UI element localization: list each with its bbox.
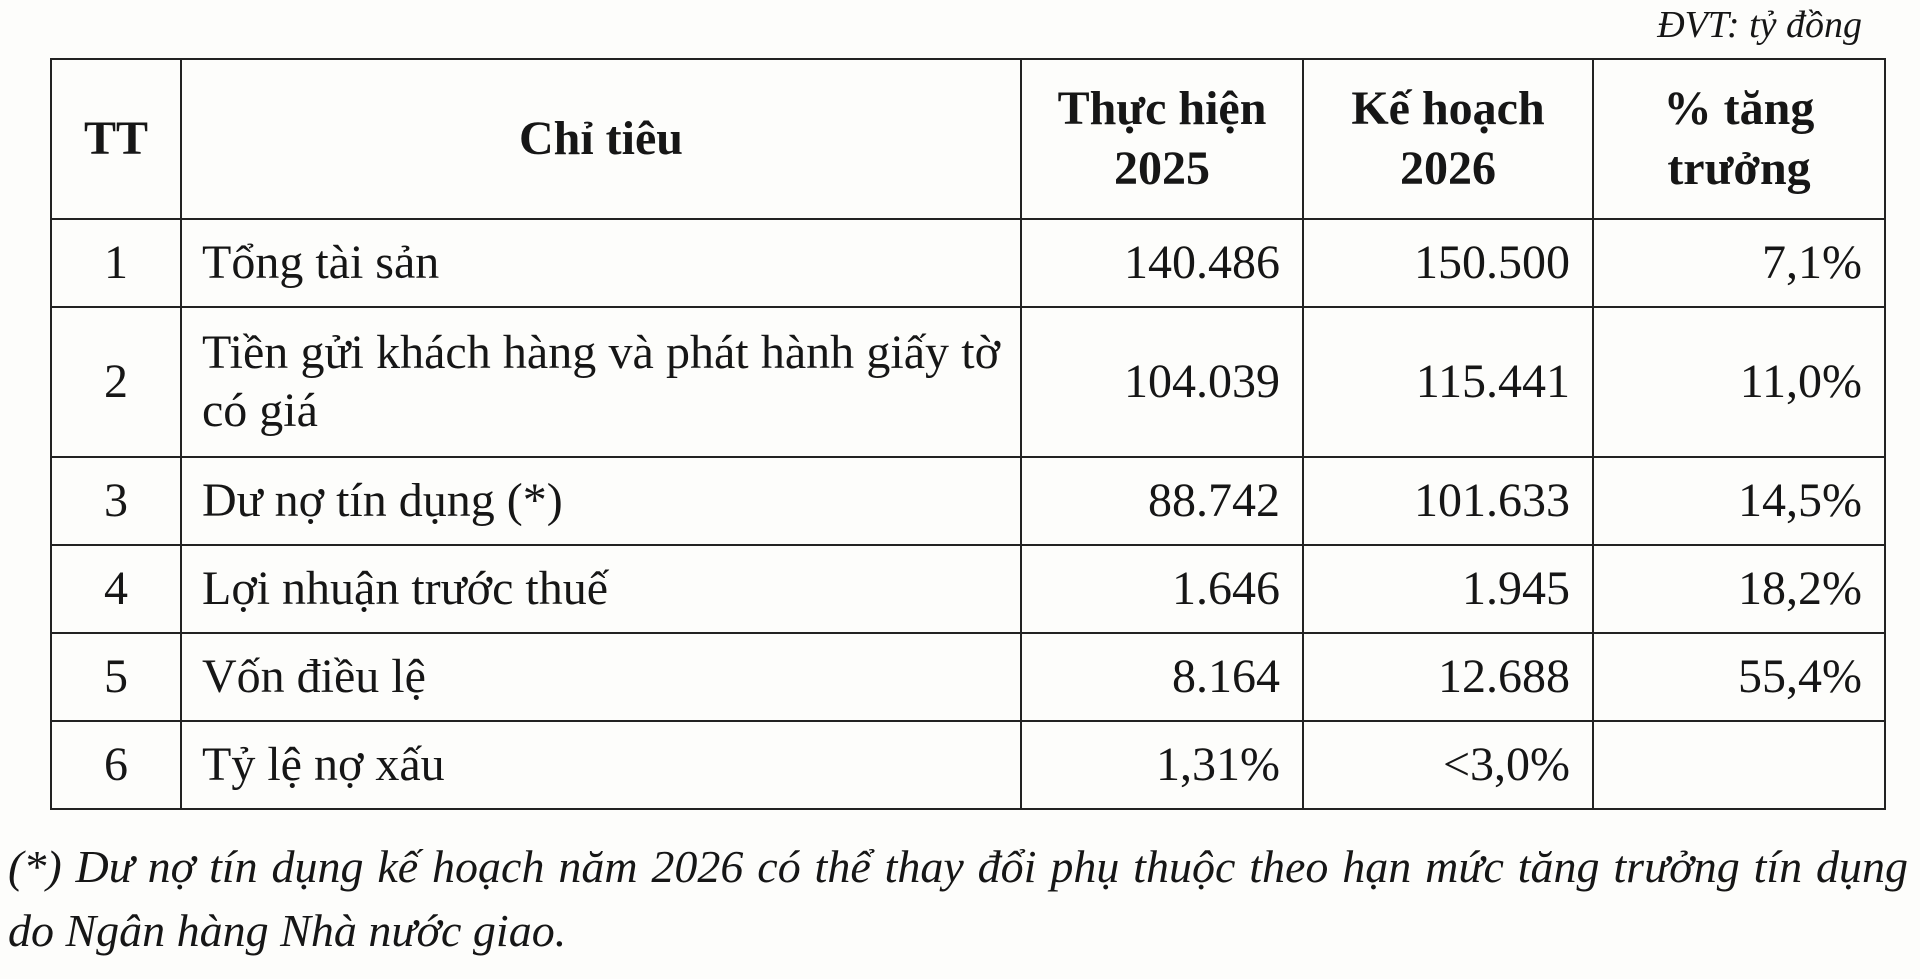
row-number: 4	[51, 545, 181, 633]
table-header	[51, 59, 1885, 219]
header-tt	[51, 59, 181, 219]
table-row	[51, 545, 1885, 633]
growth-value: 11,0%	[1593, 307, 1885, 457]
table-row	[51, 721, 1885, 809]
row-number: 5	[51, 633, 181, 721]
growth-value	[1593, 721, 1885, 809]
indicator-name: Dư nợ tín dụng (*)	[181, 457, 1021, 545]
actual-2025-value: 88.742	[1021, 457, 1303, 545]
table-row	[51, 307, 1885, 457]
row-number: 6	[51, 721, 181, 809]
growth-value: 55,4%	[1593, 633, 1885, 721]
header-indicator-text: Chỉ tiêu	[518, 112, 683, 165]
plan-2026-value: 101.633	[1303, 457, 1593, 545]
header-actual-2025	[1021, 59, 1303, 219]
header-growth-line1: % tăng	[1663, 82, 1815, 135]
actual-2025-value: 140.486	[1021, 219, 1303, 307]
indicator-name: Lợi nhuận trước thuế	[181, 545, 1021, 633]
financial-plan-table	[50, 58, 1886, 810]
header-plan-2026-line1: Kế hoạch	[1351, 82, 1545, 135]
header-indicator	[181, 59, 1021, 219]
plan-2026-value: 12.688	[1303, 633, 1593, 721]
plan-2026-value: 150.500	[1303, 219, 1593, 307]
growth-value: 14,5%	[1593, 457, 1885, 545]
header-row	[51, 59, 1885, 219]
actual-2025-value: 1,31%	[1021, 721, 1303, 809]
header-plan-2026	[1303, 59, 1593, 219]
header-actual-2025-line1: Thực hiện	[1057, 82, 1267, 135]
row-number: 1	[51, 219, 181, 307]
indicator-name: Tổng tài sản	[181, 219, 1021, 307]
table-body	[51, 219, 1885, 809]
credit-growth-footnote: (*) Dư nợ tín dụng kế hoạch năm 2026 có thể thay đổi phụ thuộc theo hạn mức tăng trưởng tín dụng do Ngân hàng Nhà nước giao.	[8, 841, 1908, 956]
table-row	[51, 633, 1885, 721]
actual-2025-value: 8.164	[1021, 633, 1303, 721]
table-row	[51, 219, 1885, 307]
actual-2025-value: 104.039	[1021, 307, 1303, 457]
header-growth-line2: trưởng	[1667, 142, 1811, 195]
indicator-name: Vốn điều lệ	[181, 633, 1021, 721]
header-actual-2025-line2: 2025	[1114, 142, 1210, 195]
header-growth	[1593, 59, 1885, 219]
growth-value: 7,1%	[1593, 219, 1885, 307]
growth-value: 18,2%	[1593, 545, 1885, 633]
header-tt-text: TT	[83, 112, 149, 165]
table-row	[51, 457, 1885, 545]
plan-2026-value: 1.945	[1303, 545, 1593, 633]
row-number: 2	[51, 307, 181, 457]
actual-2025-value: 1.646	[1021, 545, 1303, 633]
indicator-name: Tiền gửi khách hàng và phát hành giấy tờ có giá	[181, 307, 1021, 457]
header-plan-2026-line2: 2026	[1400, 142, 1496, 195]
plan-2026-value: <3,0%	[1303, 721, 1593, 809]
plan-2026-value: 115.441	[1303, 307, 1593, 457]
indicator-name: Tỷ lệ nợ xấu	[181, 721, 1021, 809]
row-number: 3	[51, 457, 181, 545]
unit-note: ĐVT: tỷ đồng	[1657, 4, 1862, 46]
